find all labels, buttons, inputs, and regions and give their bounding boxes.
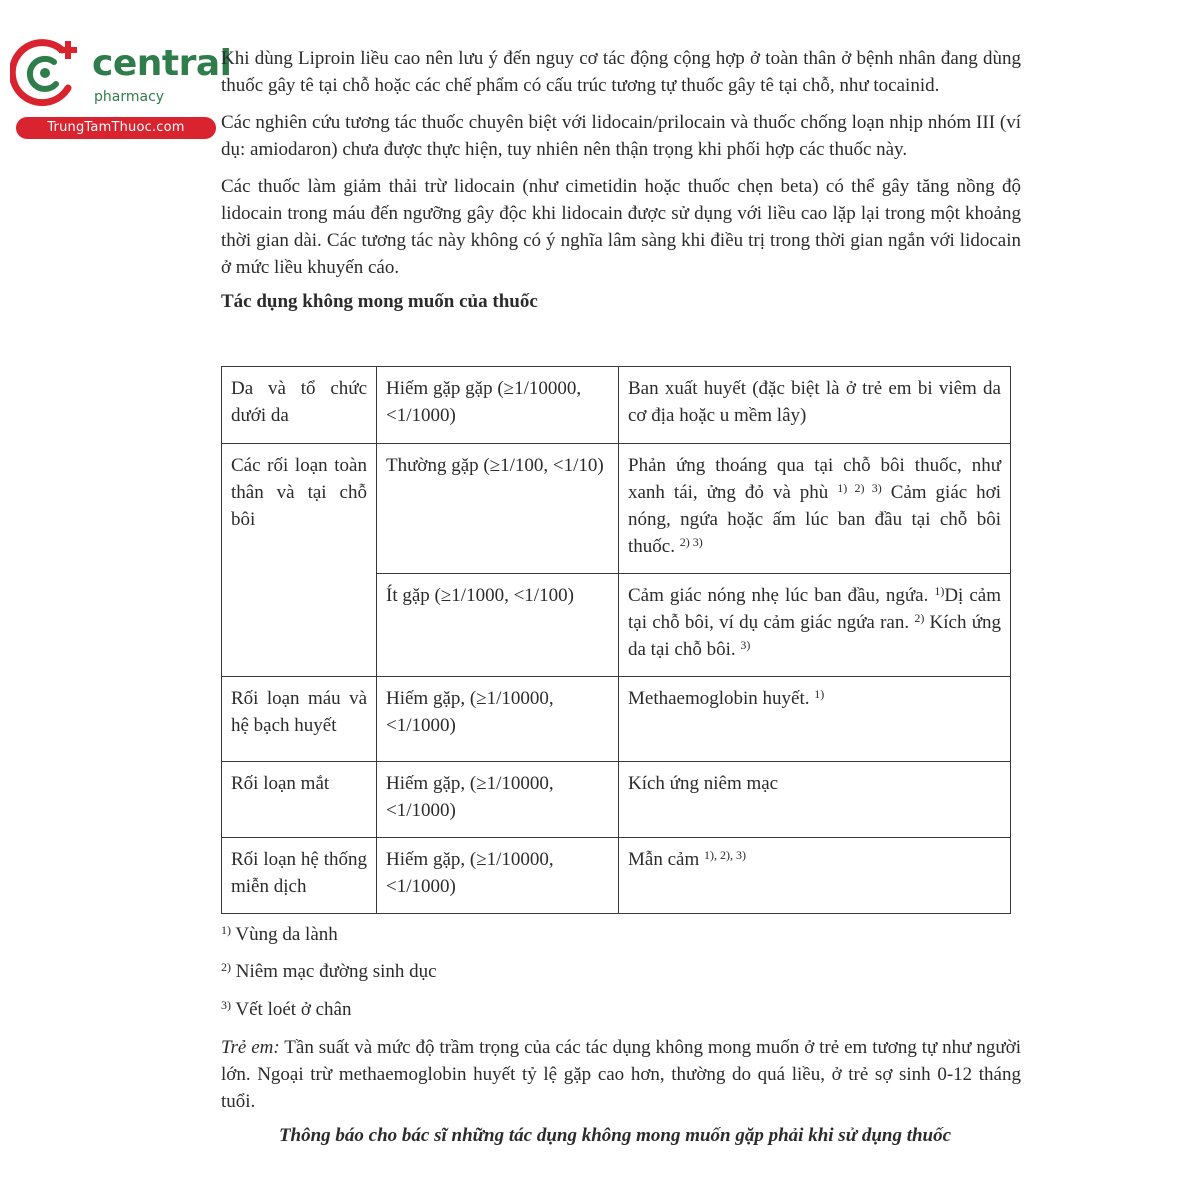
table-cell-effect — [619, 677, 1011, 762]
effect-text: Cảm giác nóng nhẹ lúc ban đầu, ngứa. — [628, 585, 935, 606]
table-cell-frequency: Hiếm gặp, (≥1/10000, <1/1000) — [377, 838, 619, 914]
adverse-effects-table — [221, 366, 1011, 914]
effect-text: Dị cảm tại chỗ bôi, ví dụ cảm giác ngứa ran. — [628, 585, 1001, 633]
footnote-text: Vùng da lành — [231, 924, 338, 945]
table-row — [222, 444, 1011, 574]
effect-text: Phản ứng thoáng qua tại chỗ bôi thuốc, như xanh tái, ửng đỏ và phù — [628, 455, 1001, 503]
brand-logo — [10, 38, 232, 138]
footnote-ref: 2) 3) — [679, 535, 703, 549]
footnote-1 — [221, 921, 338, 948]
footnote-text: Niêm mạc đường sinh dục — [231, 961, 437, 982]
effect-text: Methaemoglobin huyết. — [628, 688, 815, 709]
table-row — [222, 762, 1011, 838]
footnote-mark: 1) — [221, 923, 231, 937]
section-title: Tác dụng không mong muốn của thuốc — [221, 291, 538, 312]
table-row — [222, 677, 1011, 762]
logo-website-banner: TrungTamThuoc.com — [16, 117, 216, 139]
table-cell-effect: Ban xuất huyết (đặc biệt là ở trẻ em bi viêm da cơ địa hoặc u mềm lây) — [619, 367, 1011, 444]
table-cell-organ: Rối loạn máu và hệ bạch huyết — [222, 677, 377, 762]
interaction-paragraph-2: Các nghiên cứu tương tác thuốc chuyên biệt với lidocain/prilocain và thuốc chống loạn nhịp nhóm III (ví dụ: amiodaron) chưa được thực hiện, tuy nhiên nên thận trọng khi phối hợp các thuốc này. — [221, 112, 1021, 160]
logo-subtitle: pharmacy — [94, 89, 165, 105]
children-label: Trẻ em: — [221, 1037, 280, 1058]
table-cell-effect — [619, 574, 1011, 677]
table-cell-effect: Kích ứng niêm mạc — [619, 762, 1011, 838]
table-cell-frequency: Ít gặp (≥1/1000, <1/100) — [377, 574, 619, 677]
doctor-notice: Thông báo cho bác sĩ những tác dụng không mong muốn gặp phải khi sử dụng thuốc — [278, 1125, 952, 1146]
table-cell-effect — [619, 444, 1011, 574]
interaction-paragraph-3: Các thuốc làm giảm thải trừ lidocain (như cimetidin hoặc thuốc chẹn beta) có thể gây tăng nồng độ lidocain trong máu đến ngưỡng gây độc khi lidocain được sử dụng với liều cao lặp lại trong một khoảng thời gian dài. Các tương tác này không có ý nghĩa lâm sàng khi điều trị trong thời gian ngắn với lidocain ở mức liều khuyến cáo. — [221, 176, 1021, 278]
table-cell-effect — [619, 838, 1011, 914]
footnote-3 — [221, 996, 352, 1023]
footnote-ref: 3) — [740, 638, 751, 652]
children-text: Tần suất và mức độ trầm trọng của các tác dụng không mong muốn ở trẻ em tương tự như người lớn. Ngoại trừ methaemoglobin huyết tỷ lệ gặp cao hơn, thường do quá liều, ở trẻ sợ sinh 0-12 tháng tuổi. — [221, 1037, 1021, 1112]
effect-text: Mẫn cảm — [628, 849, 704, 870]
table-cell-frequency: Hiếm gặp, (≥1/10000, <1/1000) — [377, 677, 619, 762]
footnote-ref: 1) — [934, 584, 945, 598]
footnote-mark: 3) — [221, 998, 231, 1012]
table-cell-organ: Các rối loạn toàn thân và tại chỗ bôi — [222, 444, 377, 677]
table-row — [222, 838, 1011, 914]
footnote-2 — [221, 958, 437, 985]
interaction-paragraph-1: Khi dùng Liproin liều cao nên lưu ý đến nguy cơ tác động cộng hợp ở toàn thân ở bệnh nhân đang dùng thuốc gây tê tại chỗ hoặc các chế phẩm có cấu trúc tương tự thuốc gây tê tại chỗ, như tocainid. — [221, 48, 1021, 96]
effect-text: Kích ứng da tại chỗ bôi. — [628, 612, 1001, 660]
effect-text: Cảm giác hơi nóng, ngứa hoặc ấm lúc ban đầu tại chỗ bôi thuốc. — [628, 482, 1002, 557]
footnote-ref: 1) — [814, 687, 825, 701]
central-pharmacy-logo-icon — [10, 38, 90, 108]
table-cell-frequency: Hiếm gặp, (≥1/10000, <1/1000) — [377, 762, 619, 838]
table-cell-organ: Rối loạn hệ thống miễn dịch — [222, 838, 377, 914]
table-row — [222, 367, 1011, 444]
table-cell-frequency: Hiếm gặp gặp (≥1/10000, <1/1000) — [377, 367, 619, 444]
footnote-mark: 2) — [221, 960, 231, 974]
footnote-text: Vết loét ở chân — [231, 999, 352, 1020]
footnote-ref: 2) — [914, 611, 925, 625]
children-paragraph — [221, 1034, 1021, 1115]
footnote-ref: 1), 2), 3) — [703, 848, 746, 862]
table-cell-organ: Da và tổ chức dưới da — [222, 367, 377, 444]
table-cell-organ: Rối loạn mắt — [222, 762, 377, 838]
table-cell-frequency: Thường gặp (≥1/100, <1/10) — [377, 444, 619, 574]
logo-wordmark: central — [92, 43, 232, 84]
footnote-ref: 1) 2) 3) — [837, 481, 882, 495]
